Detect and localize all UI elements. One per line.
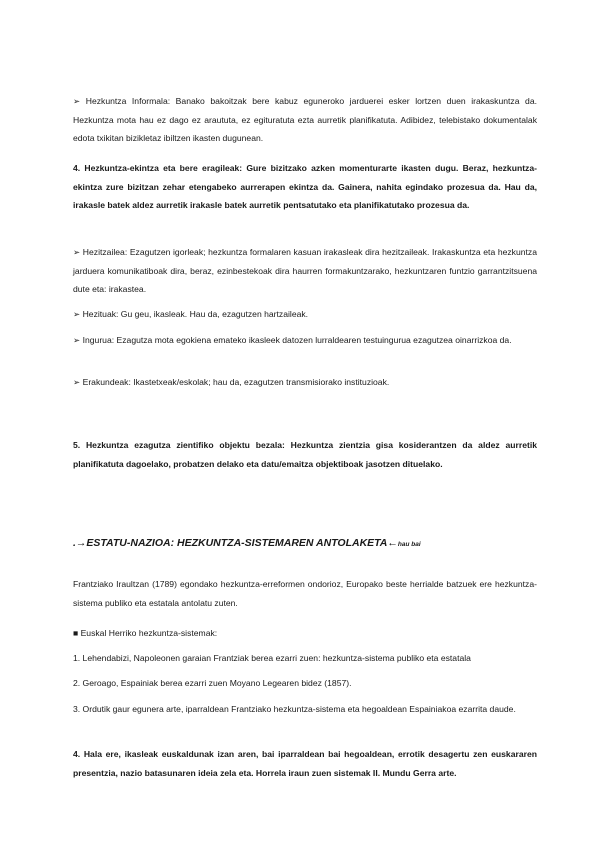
paragraph-erakundeak: ➢ Erakundeak: Ikastetxeak/eskolak; hau da, ezagutzen transmisiorako instituzioak. [73, 377, 390, 387]
paragraph-euskal-herriko-sistemak: ■ Euskal Herriko hezkuntza-sistemak: [73, 628, 218, 638]
section-heading-note: hau bai [397, 541, 421, 548]
paragraph-ingurua: ➢ Ingurua: Ezagutza mota egokiena emateko ikasleek datozen lurraldearen testuingurua ezagutzea oinarrizkoa da. [73, 335, 512, 345]
section-heading-title: .→ESTATU-NAZIOA: HEZKUNTZA-SISTEMAREN ANTOLAKETA← [73, 537, 398, 549]
paragraph-hala-ere: 4. Hala ere, ikasleak euskaldunak izan aren, bai iparraldean bai hegoaldean, errotik desagertu zen euskararen presentzia, nazio batasunaren ideia zela eta. Horrela iraun zuen sistemak II. Mundu Gerra arte. [73, 749, 537, 778]
paragraph-hezitzailea: ➢ Hezitzailea: Ezagutzen igorleak; hezkuntza formalaren kasuan irakasleak dira hezitzaileak. Irakaskuntza eta hezkuntza jarduera komunikatiboak dira, beraz, ezinbestekoak dira haurren formakuntzarako, hezkuntzaren funtzio garrantzitsuena dute eta: irakastea. [73, 247, 537, 294]
paragraph-ezagutza-zientifikoa: 5. Hezkuntza ezagutza zientifiko objektu bezala: Hezkuntza zientzia gisa kosiderantzen da aldez aurretik planifikatuta dagoelako, probatzen delako eta datu/emaitza objektiboak jasotzen dituelako. [73, 440, 537, 469]
paragraph-hezkuntza-ekintza: 4. Hezkuntza-ekintza eta bere eragileak: Gure bizitzako azken momenturarte ikasten dugu. Beraz, hezkuntza-ekintza zure bizitzan zehar etengabeko aurrerapen ekintza da. Gainera, nahita egindako prozesua da. Hau da, irakasle batek aldez aurretik irakasle batek aurretik pentsatutako eta planifikatutako prozesua da. [73, 163, 537, 210]
paragraph-hezituak: ➢ Hezituak: Gu geu, ikasleak. Hau da, ezagutzen hartzaileak. [73, 309, 309, 319]
paragraph-hezkuntza-informala: ➢ Hezkuntza Informala: Banako bakoitzak bere kabuz eguneroko jarduerei esker lortzen duen irakaskuntza da. Hezkuntza mota hau ez dago ez araututa, ez egituratuta ezta aurretik planifikatuta. Adibidez, telebistako dokumentalak edota txikitan bizikletaz ibiltzen ikasten dugunean. [73, 96, 537, 143]
paragraph-ordutik: 3. Ordutik gaur egunera arte, iparraldean Frantziako hezkuntza-sistema eta hegoaldean Espainiakoa ezarrita daude. [73, 704, 516, 714]
section-heading [73, 537, 421, 549]
paragraph-lehendabizi: 1. Lehendabizi, Napoleonen garaian Frantziak berea ezarri zuen: hezkuntza-sistema publiko eta estatala [73, 653, 471, 663]
paragraph-frantziako-iraultza: Frantziako Iraultzan (1789) egondako hezkuntza-erreformen ondorioz, Europako beste herrialde batzuek ere hezkuntza-sistema publiko eta estatala antolatu zuten. [73, 579, 537, 608]
paragraph-geroago: 2. Geroago, Espainiak berea ezarri zuen Moyano Legearen bidez (1857). [73, 678, 352, 688]
